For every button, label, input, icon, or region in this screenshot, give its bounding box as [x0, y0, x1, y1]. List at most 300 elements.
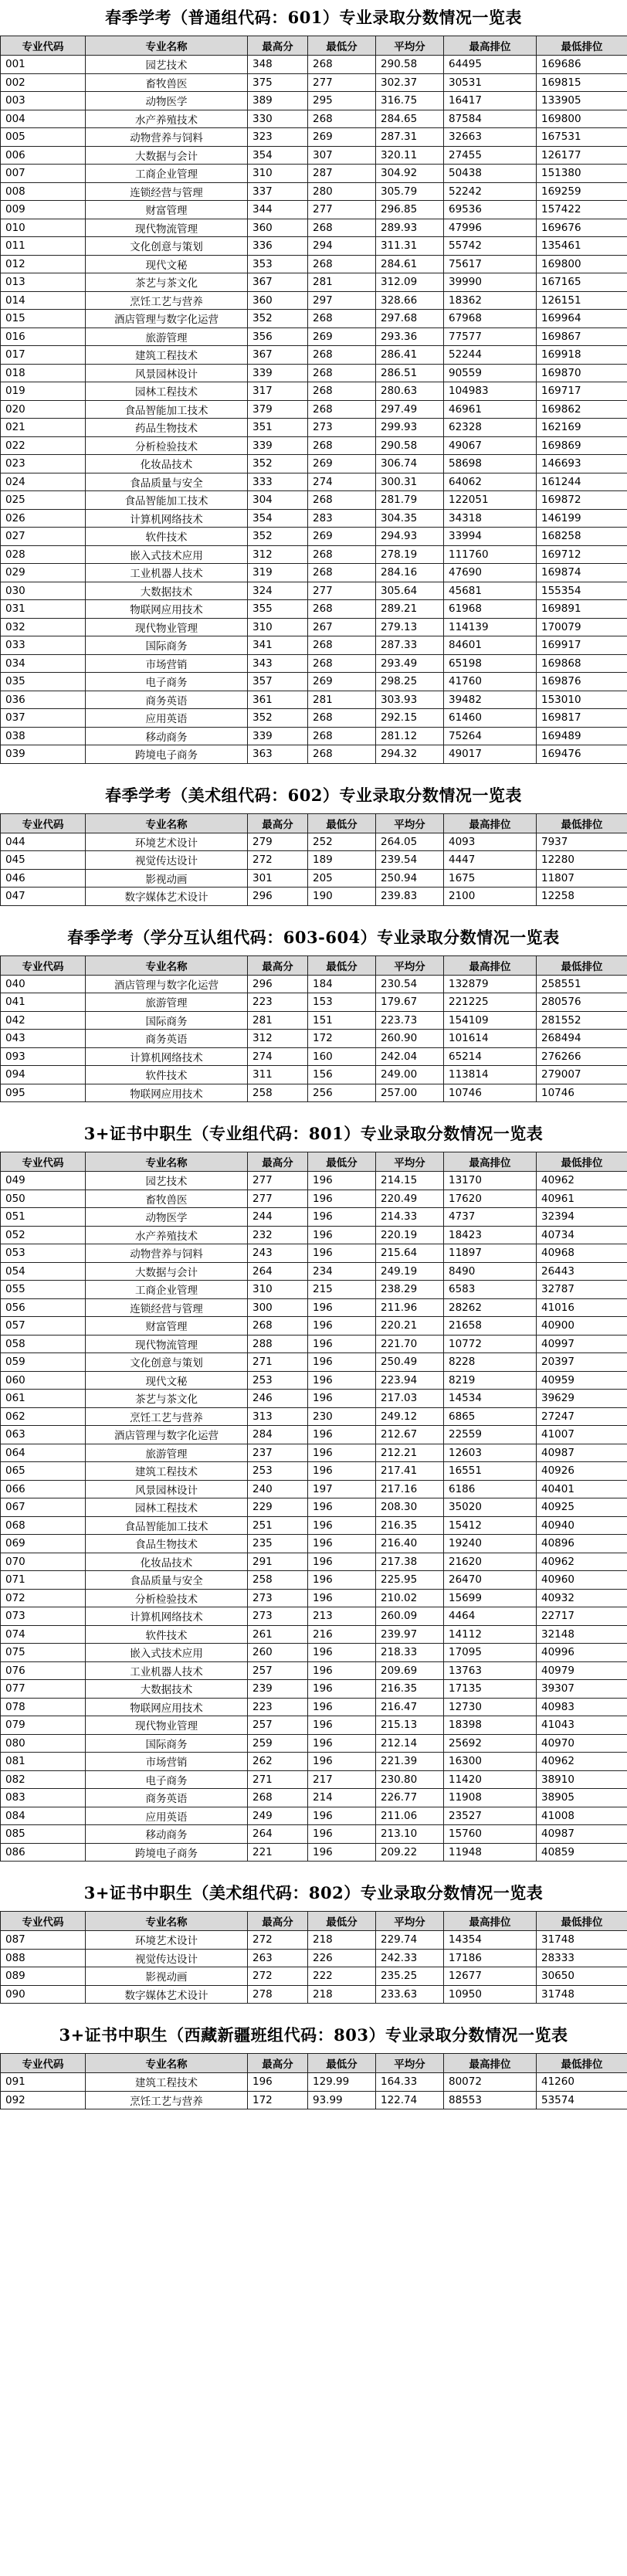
major-name-cell: 跨境电子商务 [86, 745, 248, 764]
major-code-cell: 034 [1, 654, 86, 673]
max-rank-cell: 16417 [444, 92, 537, 110]
max-score-cell: 324 [248, 582, 308, 600]
major-name-cell: 视觉传达设计 [86, 851, 248, 870]
table-row [1, 1208, 627, 1227]
min-rank-cell: 40968 [537, 1244, 627, 1263]
table-row [1, 618, 627, 636]
min-score-cell: 256 [308, 1084, 376, 1102]
max-score-cell: 277 [248, 1190, 308, 1208]
min-score-cell: 160 [308, 1047, 376, 1066]
min-rank-cell: 169867 [537, 328, 627, 346]
table-row [1, 1825, 627, 1844]
avg-score-cell: 223.94 [376, 1371, 444, 1390]
table-row [1, 237, 627, 256]
major-name-cell: 烹饪工艺与营养 [86, 1407, 248, 1426]
max-rank-cell: 17095 [444, 1644, 537, 1662]
min-score-cell: 297 [308, 291, 376, 310]
avg-score-cell: 249.00 [376, 1066, 444, 1084]
major-name-cell: 电子商务 [86, 673, 248, 691]
max-rank-cell: 114139 [444, 618, 537, 636]
table-row [1, 636, 627, 655]
min-rank-cell: 40960 [537, 1571, 627, 1590]
min-rank-cell: 169259 [537, 182, 627, 201]
major-code-cell: 089 [1, 1967, 86, 1986]
major-code-cell: 009 [1, 201, 86, 219]
min-rank-cell: 126177 [537, 146, 627, 165]
major-name-cell: 现代文秘 [86, 1371, 248, 1390]
avg-score-cell: 209.22 [376, 1843, 444, 1862]
major-name-cell: 酒店管理与数字化运营 [86, 1426, 248, 1444]
major-code-cell: 094 [1, 1066, 86, 1084]
avg-score-cell: 278.19 [376, 545, 444, 564]
table-header-row [1, 813, 627, 833]
min-rank-cell: 153010 [537, 691, 627, 709]
major-code-cell: 031 [1, 600, 86, 619]
major-name-cell: 化妆品技术 [86, 455, 248, 473]
min-rank-cell: 32787 [537, 1281, 627, 1299]
min-score-cell: 277 [308, 73, 376, 92]
major-name-cell: 跨境电子商务 [86, 1843, 248, 1862]
min-rank-cell: 31748 [537, 1985, 627, 2004]
major-code-cell: 003 [1, 92, 86, 110]
major-code-cell: 046 [1, 869, 86, 888]
max-score-cell: 341 [248, 636, 308, 655]
max-score-cell: 244 [248, 1208, 308, 1227]
max-score-cell: 263 [248, 1949, 308, 1967]
avg-score-cell: 212.67 [376, 1426, 444, 1444]
major-name-cell: 大数据技术 [86, 1680, 248, 1699]
min-rank-cell: 169717 [537, 382, 627, 401]
major-code-cell: 067 [1, 1498, 86, 1517]
major-code-cell: 057 [1, 1317, 86, 1336]
table-row [1, 1444, 627, 1462]
avg-score-cell: 250.94 [376, 869, 444, 888]
max-rank-cell: 65214 [444, 1047, 537, 1066]
max-rank-cell: 30531 [444, 73, 537, 92]
max-rank-cell: 62328 [444, 419, 537, 437]
major-code-cell: 075 [1, 1644, 86, 1662]
max-rank-cell: 15760 [444, 1825, 537, 1844]
max-rank-cell: 111760 [444, 545, 537, 564]
max-score-cell: 272 [248, 851, 308, 870]
major-code-cell: 068 [1, 1516, 86, 1535]
min-score-cell: 218 [308, 1931, 376, 1950]
max-score-cell: 239 [248, 1680, 308, 1699]
table-row [1, 1789, 627, 1807]
major-code-cell: 035 [1, 673, 86, 691]
min-rank-cell: 38905 [537, 1789, 627, 1807]
major-name-cell: 化妆品技术 [86, 1553, 248, 1571]
table-row [1, 473, 627, 491]
table-row [1, 1011, 627, 1030]
table-row [1, 1753, 627, 1771]
avg-score-cell: 239.83 [376, 888, 444, 906]
major-code-cell: 045 [1, 851, 86, 870]
major-name-cell: 数字媒体艺术设计 [86, 888, 248, 906]
max-rank-cell: 64495 [444, 56, 537, 74]
max-score-cell: 313 [248, 1407, 308, 1426]
major-name-cell: 国际商务 [86, 1011, 248, 1030]
avg-score-cell: 179.67 [376, 993, 444, 1012]
major-name-cell: 电子商务 [86, 1770, 248, 1789]
min-rank-cell: 38910 [537, 1770, 627, 1789]
avg-score-cell: 257.00 [376, 1084, 444, 1102]
avg-score-cell: 305.79 [376, 182, 444, 201]
min-score-cell: 283 [308, 509, 376, 528]
column-header: 平均分 [376, 1912, 444, 1931]
major-code-cell: 015 [1, 310, 86, 328]
min-score-cell: 281 [308, 273, 376, 292]
min-rank-cell: 12258 [537, 888, 627, 906]
min-rank-cell: 40859 [537, 1843, 627, 1862]
major-name-cell: 畜牧兽医 [86, 73, 248, 92]
avg-score-cell: 286.51 [376, 364, 444, 382]
table-row [1, 654, 627, 673]
max-rank-cell: 122051 [444, 491, 537, 510]
min-score-cell: 196 [308, 1390, 376, 1408]
avg-score-cell: 164.33 [376, 2073, 444, 2092]
avg-score-cell: 217.03 [376, 1390, 444, 1408]
max-score-cell: 240 [248, 1480, 308, 1498]
table-row [1, 528, 627, 546]
max-score-cell: 253 [248, 1462, 308, 1481]
min-score-cell: 268 [308, 636, 376, 655]
table-row [1, 545, 627, 564]
avg-score-cell: 290.58 [376, 436, 444, 455]
major-code-cell: 027 [1, 528, 86, 546]
major-code-cell: 044 [1, 833, 86, 851]
max-score-cell: 352 [248, 528, 308, 546]
major-name-cell: 园林工程技术 [86, 382, 248, 401]
major-name-cell: 物联网应用技术 [86, 1084, 248, 1102]
min-rank-cell: 41016 [537, 1298, 627, 1317]
max-rank-cell: 113814 [444, 1066, 537, 1084]
max-score-cell: 243 [248, 1244, 308, 1263]
section-spacer [0, 2109, 627, 2123]
major-code-cell: 086 [1, 1843, 86, 1862]
table-row [1, 1535, 627, 1553]
major-code-cell: 059 [1, 1353, 86, 1372]
major-name-cell: 连锁经营与管理 [86, 1298, 248, 1317]
min-rank-cell: 151380 [537, 165, 627, 183]
avg-score-cell: 312.09 [376, 273, 444, 292]
major-name-cell: 旅游管理 [86, 993, 248, 1012]
max-score-cell: 196 [248, 2073, 308, 2092]
major-code-cell: 080 [1, 1734, 86, 1753]
column-header: 专业代码 [1, 1912, 86, 1931]
table-row [1, 201, 627, 219]
column-header: 专业代码 [1, 813, 86, 833]
major-name-cell: 茶艺与茶文化 [86, 273, 248, 292]
min-score-cell: 196 [308, 1298, 376, 1317]
max-score-cell: 367 [248, 273, 308, 292]
avg-score-cell: 238.29 [376, 1281, 444, 1299]
max-rank-cell: 50438 [444, 165, 537, 183]
major-code-cell: 088 [1, 1949, 86, 1967]
major-name-cell: 水产养殖技术 [86, 110, 248, 128]
major-name-cell: 视觉传达设计 [86, 1949, 248, 1967]
major-name-cell: 现代物流管理 [86, 219, 248, 237]
major-name-cell: 大数据与会计 [86, 146, 248, 165]
min-rank-cell: 279007 [537, 1066, 627, 1084]
avg-score-cell: 249.12 [376, 1407, 444, 1426]
max-score-cell: 330 [248, 110, 308, 128]
column-header: 专业名称 [86, 1912, 248, 1931]
major-code-cell: 025 [1, 491, 86, 510]
table-row [1, 1607, 627, 1626]
max-rank-cell: 16551 [444, 1462, 537, 1481]
min-rank-cell: 40962 [537, 1172, 627, 1190]
major-name-cell: 食品生物技术 [86, 1535, 248, 1553]
major-name-cell: 动物医学 [86, 1208, 248, 1227]
table-row [1, 1949, 627, 1967]
major-code-cell: 005 [1, 128, 86, 147]
major-code-cell: 022 [1, 436, 86, 455]
min-rank-cell: 169874 [537, 564, 627, 582]
avg-score-cell: 264.05 [376, 833, 444, 851]
max-rank-cell: 18362 [444, 291, 537, 310]
major-code-cell: 013 [1, 273, 86, 292]
major-code-cell: 095 [1, 1084, 86, 1102]
min-rank-cell: 26443 [537, 1262, 627, 1281]
max-score-cell: 268 [248, 1317, 308, 1336]
table-row [1, 1047, 627, 1066]
max-rank-cell: 12603 [444, 1444, 537, 1462]
max-score-cell: 301 [248, 869, 308, 888]
major-code-cell: 019 [1, 382, 86, 401]
major-name-cell: 商务英语 [86, 1030, 248, 1048]
min-score-cell: 268 [308, 491, 376, 510]
column-header: 最低分 [308, 1152, 376, 1172]
major-code-cell: 081 [1, 1753, 86, 1771]
max-rank-cell: 2100 [444, 888, 537, 906]
max-rank-cell: 22559 [444, 1426, 537, 1444]
max-score-cell: 361 [248, 691, 308, 709]
max-rank-cell: 27455 [444, 146, 537, 165]
min-rank-cell: 22717 [537, 1607, 627, 1626]
min-rank-cell: 20397 [537, 1353, 627, 1372]
table-row [1, 600, 627, 619]
min-score-cell: 196 [308, 1371, 376, 1390]
min-score-cell: 196 [308, 1644, 376, 1662]
avg-score-cell: 220.49 [376, 1190, 444, 1208]
score-table [0, 1911, 627, 2004]
min-rank-cell: 258551 [537, 975, 627, 993]
max-rank-cell: 47690 [444, 564, 537, 582]
section-spacer [0, 1102, 627, 1116]
avg-score-cell: 225.95 [376, 1571, 444, 1590]
avg-score-cell: 210.02 [376, 1589, 444, 1607]
min-rank-cell: 53574 [537, 2091, 627, 2109]
column-header: 最低排位 [537, 36, 627, 56]
min-score-cell: 269 [308, 673, 376, 691]
avg-score-cell: 286.41 [376, 346, 444, 365]
min-score-cell: 196 [308, 1734, 376, 1753]
max-score-cell: 272 [248, 1967, 308, 1986]
table-row [1, 110, 627, 128]
min-score-cell: 268 [308, 364, 376, 382]
min-score-cell: 196 [308, 1426, 376, 1444]
max-rank-cell: 14534 [444, 1390, 537, 1408]
major-code-cell: 084 [1, 1807, 86, 1825]
max-score-cell: 273 [248, 1607, 308, 1626]
score-section [0, 1875, 627, 2018]
avg-score-cell: 289.21 [376, 600, 444, 619]
major-code-cell: 014 [1, 291, 86, 310]
major-name-cell: 食品质量与安全 [86, 473, 248, 491]
column-header: 平均分 [376, 813, 444, 833]
min-rank-cell: 146199 [537, 509, 627, 528]
min-rank-cell: 31748 [537, 1931, 627, 1950]
max-score-cell: 258 [248, 1084, 308, 1102]
avg-score-cell: 281.79 [376, 491, 444, 510]
major-name-cell: 园林工程技术 [86, 1498, 248, 1517]
major-code-cell: 073 [1, 1607, 86, 1626]
min-score-cell: 234 [308, 1262, 376, 1281]
min-score-cell: 217 [308, 1770, 376, 1789]
min-score-cell: 184 [308, 975, 376, 993]
column-header: 最高排位 [444, 955, 537, 975]
min-rank-cell: 169870 [537, 364, 627, 382]
column-header: 最低分 [308, 36, 376, 56]
avg-score-cell: 221.70 [376, 1335, 444, 1353]
min-score-cell: 268 [308, 255, 376, 273]
major-name-cell: 酒店管理与数字化运营 [86, 310, 248, 328]
max-rank-cell: 18398 [444, 1716, 537, 1735]
min-rank-cell: 40959 [537, 1371, 627, 1390]
table-row [1, 73, 627, 92]
table-row [1, 382, 627, 401]
max-score-cell: 352 [248, 709, 308, 728]
major-name-cell: 市场营销 [86, 654, 248, 673]
avg-score-cell: 297.49 [376, 400, 444, 419]
max-rank-cell: 75264 [444, 727, 537, 745]
max-rank-cell: 46961 [444, 400, 537, 419]
max-score-cell: 223 [248, 1698, 308, 1716]
min-score-cell: 196 [308, 1208, 376, 1227]
max-score-cell: 258 [248, 1571, 308, 1590]
column-header: 最高分 [248, 2054, 308, 2073]
major-name-cell: 文化创意与策划 [86, 237, 248, 256]
max-rank-cell: 23527 [444, 1807, 537, 1825]
major-code-cell: 066 [1, 1480, 86, 1498]
avg-score-cell: 294.32 [376, 745, 444, 764]
table-row [1, 2091, 627, 2109]
major-name-cell: 建筑工程技术 [86, 346, 248, 365]
max-score-cell: 339 [248, 436, 308, 455]
major-code-cell: 077 [1, 1680, 86, 1699]
table-row [1, 1516, 627, 1535]
major-code-cell: 093 [1, 1047, 86, 1066]
max-rank-cell: 75617 [444, 255, 537, 273]
max-score-cell: 257 [248, 1661, 308, 1680]
avg-score-cell: 287.31 [376, 128, 444, 147]
score-table [0, 813, 627, 906]
table-row [1, 1390, 627, 1408]
avg-score-cell: 320.11 [376, 146, 444, 165]
max-rank-cell: 8228 [444, 1353, 537, 1372]
max-rank-cell: 6583 [444, 1281, 537, 1299]
min-score-cell: 216 [308, 1625, 376, 1644]
min-score-cell: 294 [308, 237, 376, 256]
min-rank-cell: 169676 [537, 219, 627, 237]
max-score-cell: 253 [248, 1371, 308, 1390]
major-name-cell: 建筑工程技术 [86, 1462, 248, 1481]
major-name-cell: 分析检验技术 [86, 436, 248, 455]
max-rank-cell: 221225 [444, 993, 537, 1012]
major-code-cell: 060 [1, 1371, 86, 1390]
major-code-cell: 058 [1, 1335, 86, 1353]
avg-score-cell: 289.93 [376, 219, 444, 237]
max-score-cell: 323 [248, 128, 308, 147]
column-header: 最高分 [248, 813, 308, 833]
major-name-cell: 现代物业管理 [86, 1716, 248, 1735]
min-rank-cell: 40979 [537, 1661, 627, 1680]
min-rank-cell: 39629 [537, 1390, 627, 1408]
major-name-cell: 文化创意与策划 [86, 1353, 248, 1372]
max-score-cell: 354 [248, 509, 308, 528]
major-name-cell: 工商企业管理 [86, 1281, 248, 1299]
major-name-cell: 食品智能加工技术 [86, 1516, 248, 1535]
min-score-cell: 214 [308, 1789, 376, 1807]
min-score-cell: 196 [308, 1335, 376, 1353]
min-rank-cell: 169876 [537, 673, 627, 691]
avg-score-cell: 292.15 [376, 709, 444, 728]
avg-score-cell: 284.65 [376, 110, 444, 128]
major-name-cell: 旅游管理 [86, 1444, 248, 1462]
table-header-row [1, 1152, 627, 1172]
avg-score-cell: 242.33 [376, 1949, 444, 1967]
score-section [0, 920, 627, 1117]
section-title: 春季学考（学分互认组代码：603-604）专业录取分数情况一览表 [67, 927, 560, 947]
min-rank-cell: 40896 [537, 1535, 627, 1553]
min-score-cell: 268 [308, 745, 376, 764]
min-score-cell: 218 [308, 1985, 376, 2004]
min-score-cell: 268 [308, 727, 376, 745]
max-rank-cell: 12677 [444, 1967, 537, 1986]
min-score-cell: 268 [308, 56, 376, 74]
min-score-cell: 197 [308, 1480, 376, 1498]
column-header: 最高排位 [444, 1152, 537, 1172]
avg-score-cell: 220.19 [376, 1226, 444, 1244]
min-score-cell: 269 [308, 455, 376, 473]
section-spacer [0, 1862, 627, 1875]
min-score-cell: 196 [308, 1535, 376, 1553]
avg-score-cell: 316.75 [376, 92, 444, 110]
major-code-cell: 038 [1, 727, 86, 745]
min-score-cell: 269 [308, 328, 376, 346]
major-name-cell: 环境艺术设计 [86, 833, 248, 851]
column-header: 最低排位 [537, 1912, 627, 1931]
max-rank-cell: 132879 [444, 975, 537, 993]
major-name-cell: 风景园林设计 [86, 364, 248, 382]
table-header-row [1, 36, 627, 56]
min-rank-cell: 161244 [537, 473, 627, 491]
min-score-cell: 268 [308, 654, 376, 673]
min-rank-cell: 7937 [537, 833, 627, 851]
column-header: 最高分 [248, 1912, 308, 1931]
max-rank-cell: 17186 [444, 1949, 537, 1967]
min-score-cell: 196 [308, 1807, 376, 1825]
max-score-cell: 300 [248, 1298, 308, 1317]
min-rank-cell: 169872 [537, 491, 627, 510]
score-section [0, 778, 627, 920]
min-score-cell: 196 [308, 1317, 376, 1336]
major-name-cell: 现代物流管理 [86, 1335, 248, 1353]
column-header: 最高分 [248, 955, 308, 975]
major-code-cell: 055 [1, 1281, 86, 1299]
table-row [1, 2073, 627, 2092]
